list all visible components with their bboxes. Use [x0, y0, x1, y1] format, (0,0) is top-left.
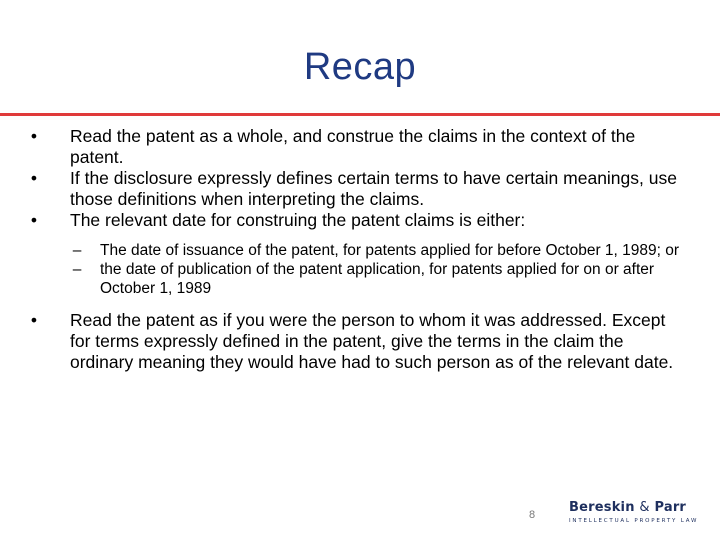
- sub-bullet-text: The date of issuance of the patent, for patents applied for before October 1, 1989; or: [100, 242, 680, 259]
- logo-ampersand: &: [639, 500, 650, 515]
- sub-bullet-item: [28, 260, 688, 298]
- bullet-item: [28, 168, 688, 210]
- bullet-text: If the disclosure expressly defines certain terms to have certain meanings, use those definitions when interpreting the claims.: [70, 168, 677, 209]
- logo-wordmark: [569, 500, 689, 515]
- bullet-marker: •: [30, 310, 38, 330]
- bullet-item: [28, 126, 688, 168]
- dash-marker: –: [72, 261, 82, 278]
- bullet-item: [28, 210, 688, 298]
- sub-bullet-item: [28, 241, 688, 260]
- firm-logo: [569, 500, 699, 524]
- sub-bullet-text: the date of publication of the patent application, for patents applied for on or after October 1, 1989: [100, 261, 655, 297]
- logo-tagline: INTELLECTUAL PROPERTY LAW: [569, 518, 699, 524]
- dash-marker: –: [72, 242, 82, 259]
- sub-bullet-list: [70, 241, 688, 298]
- logo-name-second: Parr: [654, 500, 687, 515]
- title-divider: [0, 113, 720, 116]
- logo-name-first: Bereskin: [569, 500, 635, 515]
- page-number: 8: [529, 509, 536, 521]
- bullet-marker: •: [30, 126, 38, 146]
- bullet-item: [28, 310, 688, 373]
- bullet-text: Read the patent as a whole, and construe the claims in the context of the patent.: [70, 126, 636, 167]
- slide-content: [28, 126, 688, 373]
- bullet-text: The relevant date for construing the patent claims is either:: [70, 210, 526, 230]
- bullet-marker: •: [30, 210, 38, 230]
- bullet-text: Read the patent as if you were the person to whom it was addressed. Except for terms expressly defined in the patent, give the terms in the claim the ordinary meaning they would have had to such person as of the relevant date.: [70, 310, 674, 372]
- slide-title: Recap: [303, 46, 417, 88]
- bullet-marker: •: [30, 168, 38, 188]
- bullet-list: [28, 126, 688, 373]
